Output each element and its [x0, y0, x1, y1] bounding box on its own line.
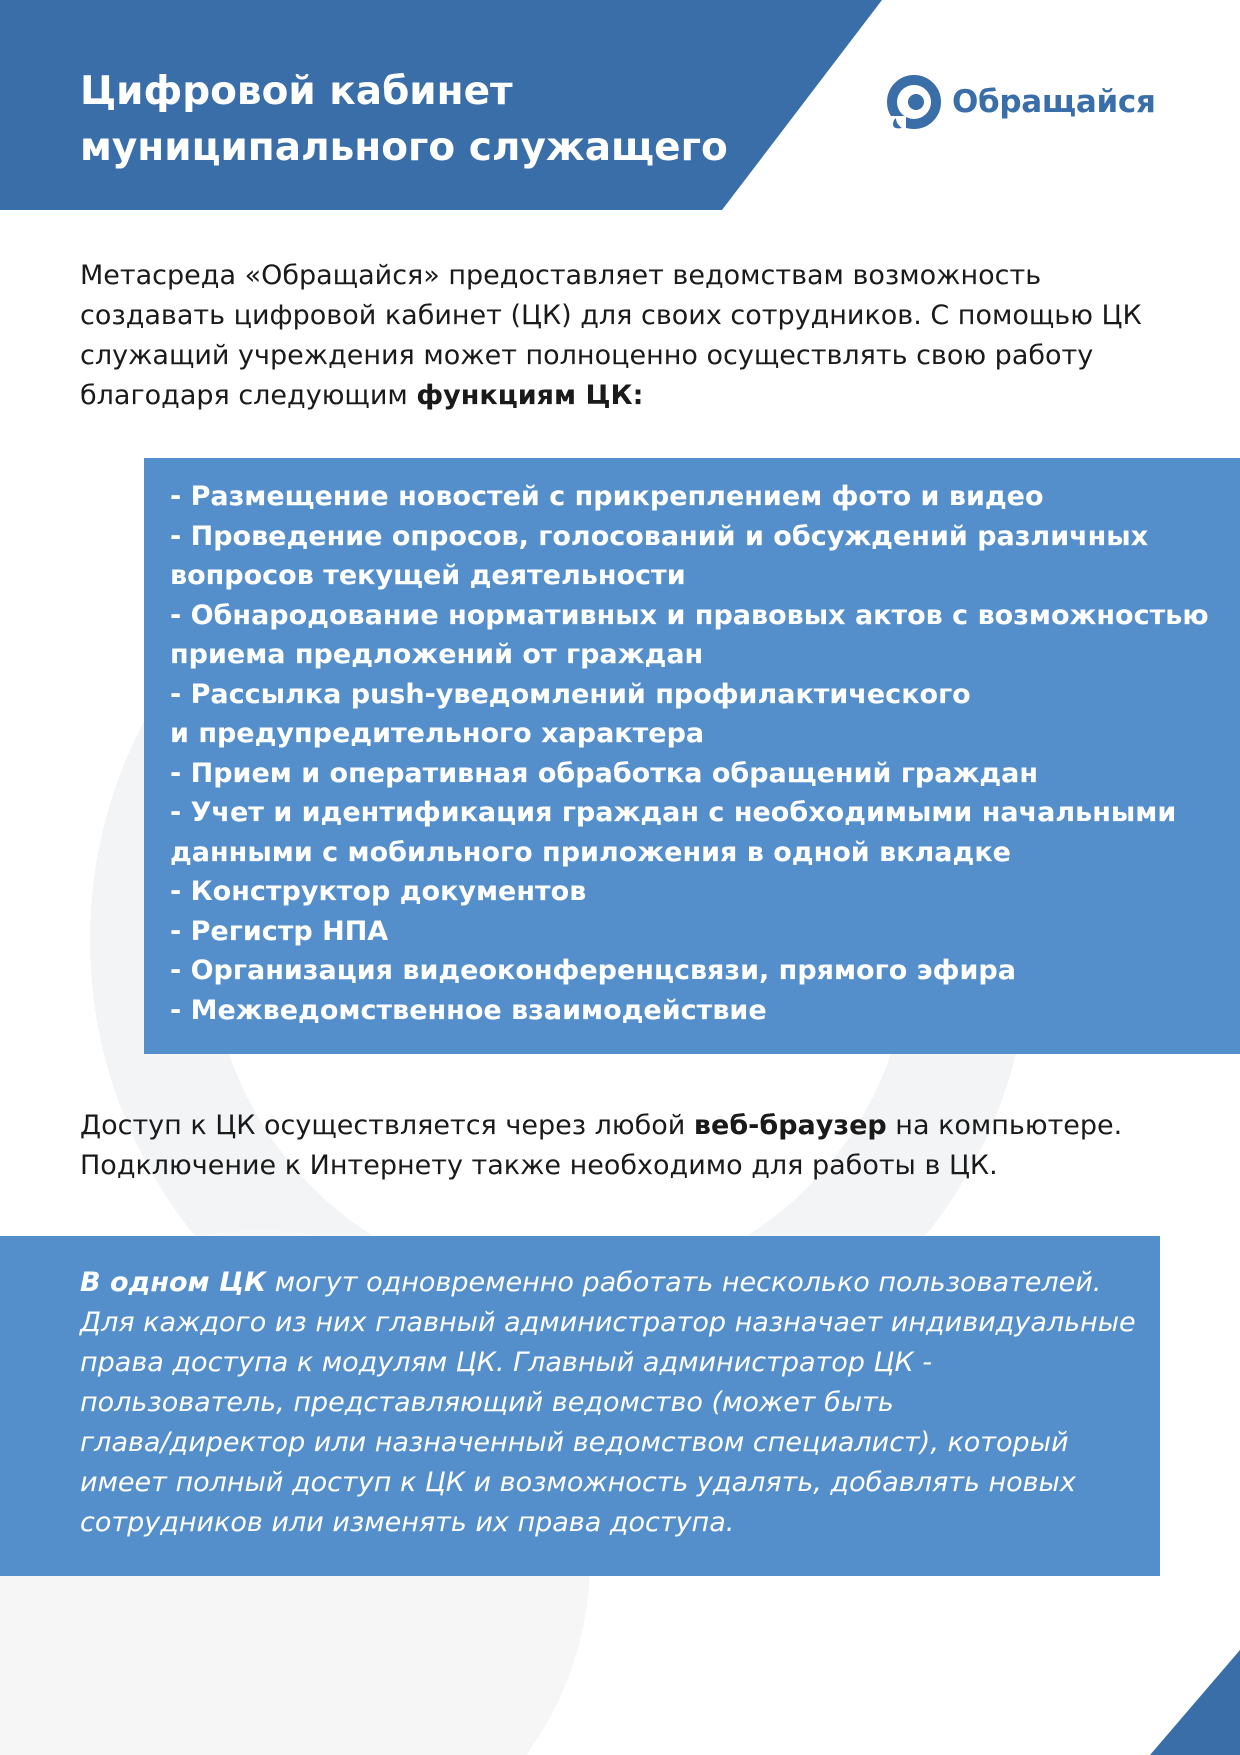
feature-item	[170, 754, 1240, 794]
note-emphasis: В одном ЦК	[80, 1267, 267, 1298]
intro-line: Метасреда «Обращайся» предоставляет ведомствам возможность	[80, 260, 1042, 291]
feature-line: данными с мобильного приложения в одной вкладке	[170, 836, 1011, 868]
feature-line: и предупредительного характера	[170, 718, 705, 749]
feature-line: - Организация видеоконференцсвязи, прямого эфира	[170, 955, 1016, 986]
feature-line: - Рассылка push-уведомлений профилактического	[170, 678, 971, 710]
logo-text: Обращайся	[952, 83, 1156, 120]
intro-line: служащий учреждения может полноценно осуществлять свою работу	[80, 340, 1094, 371]
access-text: Доступ к ЦК осуществляется через любой	[80, 1110, 694, 1141]
note-box	[0, 1236, 1160, 1576]
intro-emphasis: функциям ЦК:	[416, 380, 644, 411]
feature-item	[170, 675, 1240, 754]
feature-line: - Регистр НПА	[170, 915, 389, 947]
feature-line: - Прием и оперативная обработка обращений граждан	[170, 757, 1039, 789]
logo	[884, 72, 1156, 132]
note-text: могут одновременно работать несколько пользователей.	[266, 1267, 1102, 1298]
feature-line: приема предложений от граждан	[170, 639, 704, 670]
feature-line: - Размещение новостей с прикреплением фото и видео	[170, 481, 1044, 512]
feature-line: - Учет и идентификация граждан с необходимыми начальными	[170, 797, 1177, 828]
note-line	[80, 1263, 1160, 1303]
page-title	[80, 64, 728, 176]
feature-item	[170, 951, 1240, 991]
note-line: глава/директор или назначенный ведомством специалист), который	[80, 1427, 1069, 1458]
feature-line: - Обнародование нормативных и правовых актов с возможностью	[170, 599, 1209, 631]
intro-line	[80, 376, 1160, 416]
feature-item	[170, 793, 1240, 872]
obrashchaysya-logo-icon	[884, 72, 944, 132]
feature-line: - Межведомственное взаимодействие	[170, 994, 767, 1026]
access-paragraph	[80, 1106, 1180, 1186]
feature-item	[170, 517, 1240, 596]
note-line: сотрудников или изменять их права доступа.	[80, 1507, 735, 1538]
feature-line: - Конструктор документов	[170, 876, 587, 907]
features-box	[144, 458, 1240, 1054]
access-line: Подключение к Интернету также необходимо для работы в ЦК.	[80, 1150, 998, 1181]
note-line: имеет полный доступ к ЦК и возможность удалять, добавлять новых	[80, 1467, 1076, 1498]
feature-item	[170, 596, 1240, 675]
feature-item	[170, 912, 1240, 952]
feature-line: - Проведение опросов, голосований и обсуждений различных	[170, 520, 1149, 552]
feature-item	[170, 872, 1240, 912]
features-list	[170, 477, 1240, 1030]
intro-line: создавать цифровой кабинет (ЦК) для своих сотрудников. С помощью ЦК	[80, 300, 1142, 331]
page-title-line: Цифровой кабинет	[80, 69, 513, 114]
note-line: Для каждого из них главный администратор назначает индивидуальные	[80, 1307, 1136, 1338]
feature-line: вопросов текущей деятельности	[170, 560, 686, 591]
access-emphasis: веб-браузер	[693, 1110, 887, 1141]
access-text: на компьютере.	[886, 1110, 1123, 1141]
intro-text: благодаря следующим	[80, 380, 417, 411]
feature-item	[170, 991, 1240, 1031]
note-line: права доступа к модулям ЦК. Главный администратор ЦК -	[80, 1347, 932, 1378]
note-line: пользователь, представляющий ведомство (может быть	[80, 1387, 894, 1418]
feature-item	[170, 477, 1240, 517]
access-line	[80, 1106, 1180, 1146]
intro-paragraph	[80, 256, 1160, 416]
note-paragraph	[80, 1263, 1160, 1543]
page-title-line: муниципального служащего	[80, 125, 728, 170]
